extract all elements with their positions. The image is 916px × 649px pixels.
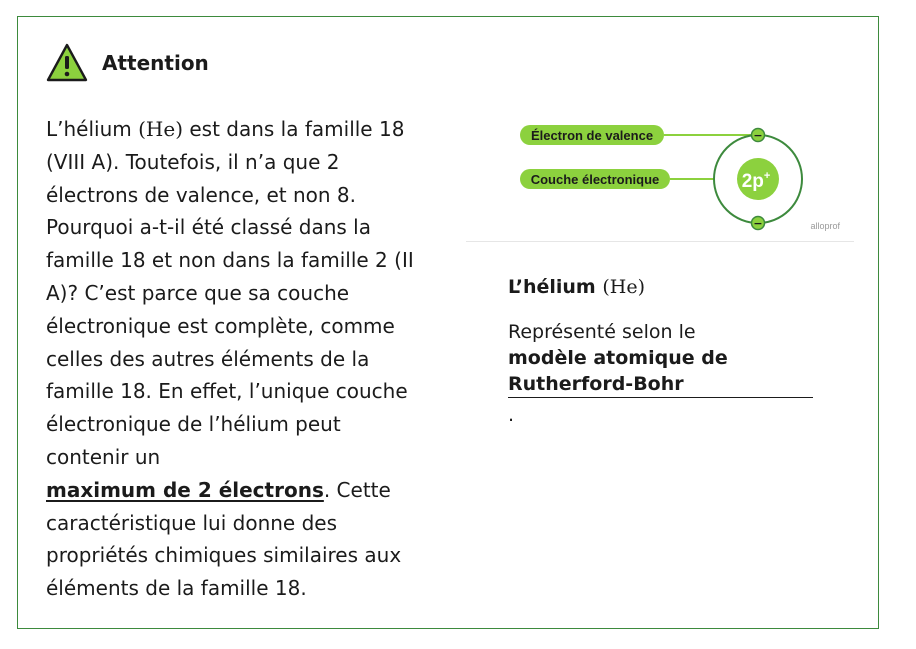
callout-body	[46, 113, 426, 605]
callout-title: Attention	[102, 51, 209, 75]
helium-symbol: (He)	[138, 117, 183, 141]
figure-caption	[508, 273, 813, 428]
caption-title	[508, 273, 813, 301]
shell-label: Couche électronique	[530, 172, 660, 187]
helium-figure	[466, 115, 854, 242]
attention-callout	[17, 16, 879, 629]
rutherford-bohr-link[interactable]: modèle atomique de Rutherford-Bohr	[508, 345, 813, 398]
alloprof-watermark: alloprof	[810, 221, 840, 231]
helium-diagram	[466, 115, 854, 241]
callout-header	[46, 43, 209, 83]
caption-helium-symbol: (He)	[602, 276, 645, 298]
body-text-2: est dans la famille 18 (VIII A). Toutefois, il n’a que 2 électrons de valence, et non 8. Pourquoi a-t-il été classé dans la famille 18 et non dans la famille 2 (II A)? C’est parce que sa couche électronique est complète, comme celles des autres éléments de la famille 18. En effet, l’unique couche électronique de l’hélium peut contenir un	[46, 117, 414, 469]
caption-intro: Représenté selon le	[508, 321, 696, 343]
electron-top-sign: −	[753, 129, 763, 142]
warning-triangle-icon	[46, 43, 88, 83]
caption-text	[508, 319, 813, 428]
nucleus-label-text: 2p	[741, 171, 764, 192]
caption-period: .	[508, 404, 515, 426]
body-text-3: . Cette caractéristique lui donne des propriétés chimiques similaires aux éléments de la famille 18.	[46, 477, 402, 601]
body-text-1: L’hélium	[46, 117, 139, 141]
electron-bottom-sign: −	[753, 217, 763, 230]
caption-title-text: L’hélium	[508, 276, 603, 298]
max-electrons-link[interactable]: maximum de 2 électrons	[46, 477, 324, 502]
nucleus-label-sup: +	[763, 170, 771, 182]
valence-label: Électron de valence	[530, 128, 654, 143]
